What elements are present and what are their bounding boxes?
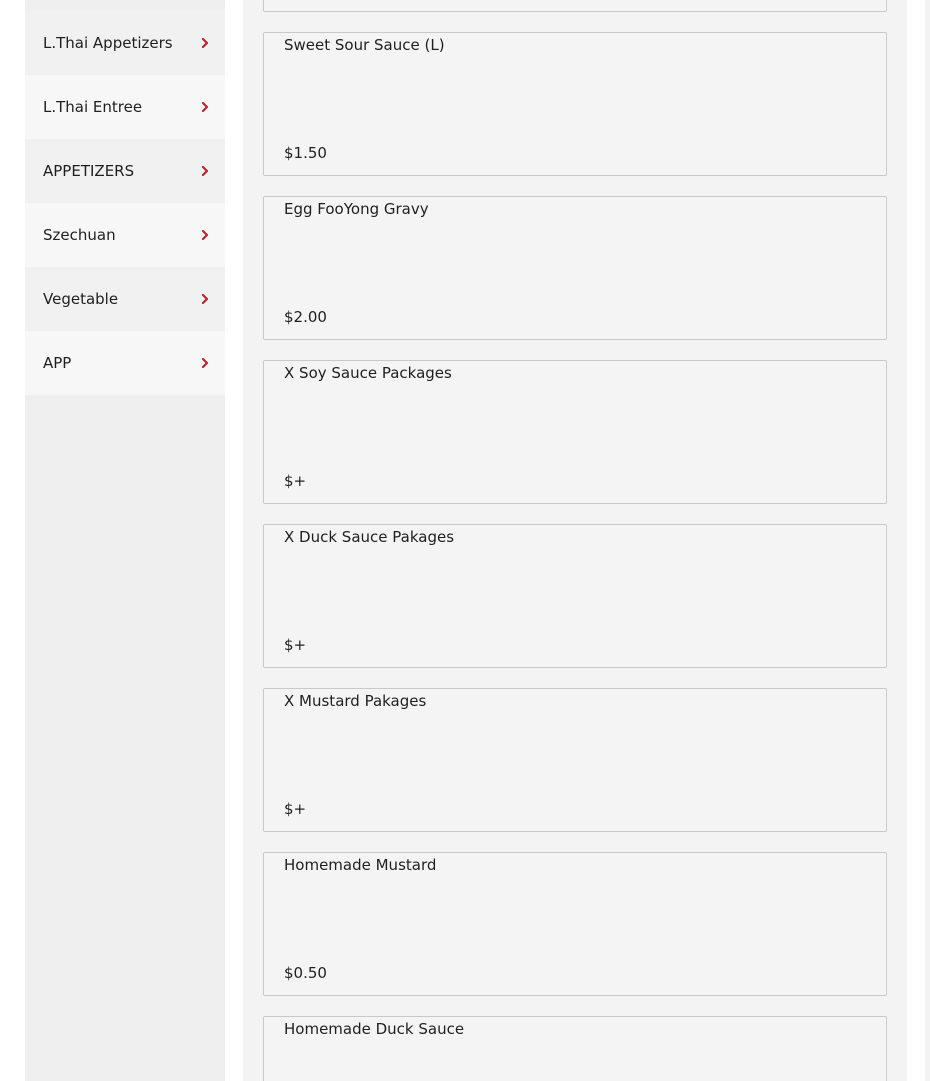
menu-item-price: $1.50 [284,144,327,162]
menu-item-price: $+ [284,472,307,490]
menu-item-name: Sweet Sour Sauce (L) [284,36,445,54]
chevron-right-icon [199,357,211,369]
menu-item-card[interactable] [263,852,887,996]
sidebar-item-label: L.Thai Entree [43,98,143,116]
sidebar-item-szechuan[interactable] [25,203,225,267]
category-sidebar [25,0,225,1081]
sidebar-item-label: L.Thai Appetizers [43,34,173,52]
menu-item-card[interactable] [263,524,887,668]
chevron-right-icon [199,165,211,177]
menu-item-card[interactable] [263,688,887,832]
sidebar-item-label: APPETIZERS [43,162,135,180]
chevron-right-icon [199,293,211,305]
sidebar-item-label: APP [43,354,72,372]
menu-items-panel [243,0,907,1081]
menu-item-price: $2.00 [284,308,327,326]
menu-item-card-partial[interactable] [263,0,887,12]
menu-item-card[interactable] [263,360,887,504]
sidebar-item-lthai-appetizers[interactable] [25,11,225,75]
menu-item-price: $+ [284,800,307,818]
chevron-right-icon [199,37,211,49]
category-list [25,11,225,395]
chevron-right-icon [199,229,211,241]
right-panel-edge [925,0,930,1081]
menu-item-card[interactable] [263,196,887,340]
sidebar-item-label: Vegetable [43,290,119,308]
sidebar-item-lthai-entree[interactable] [25,75,225,139]
menu-item-name: Homemade Duck Sauce [284,1020,465,1038]
menu-item-name: X Mustard Pakages [284,692,427,710]
menu-item-name: Egg FooYong Gravy [284,200,429,218]
sidebar-item-label: Szechuan [43,226,116,244]
menu-item-card[interactable] [263,1016,887,1081]
menu-item-price: $0.50 [284,964,327,982]
menu-item-price: $+ [284,636,307,654]
menu-item-name: Homemade Mustard [284,856,437,874]
sidebar-item-appetizers[interactable] [25,139,225,203]
chevron-right-icon [199,101,211,113]
menu-item-name: X Duck Sauce Pakages [284,528,455,546]
menu-item-card[interactable] [263,32,887,176]
menu-item-name: X Soy Sauce Packages [284,364,452,382]
sidebar-item-vegetable[interactable] [25,267,225,331]
sidebar-item-app[interactable] [25,331,225,395]
